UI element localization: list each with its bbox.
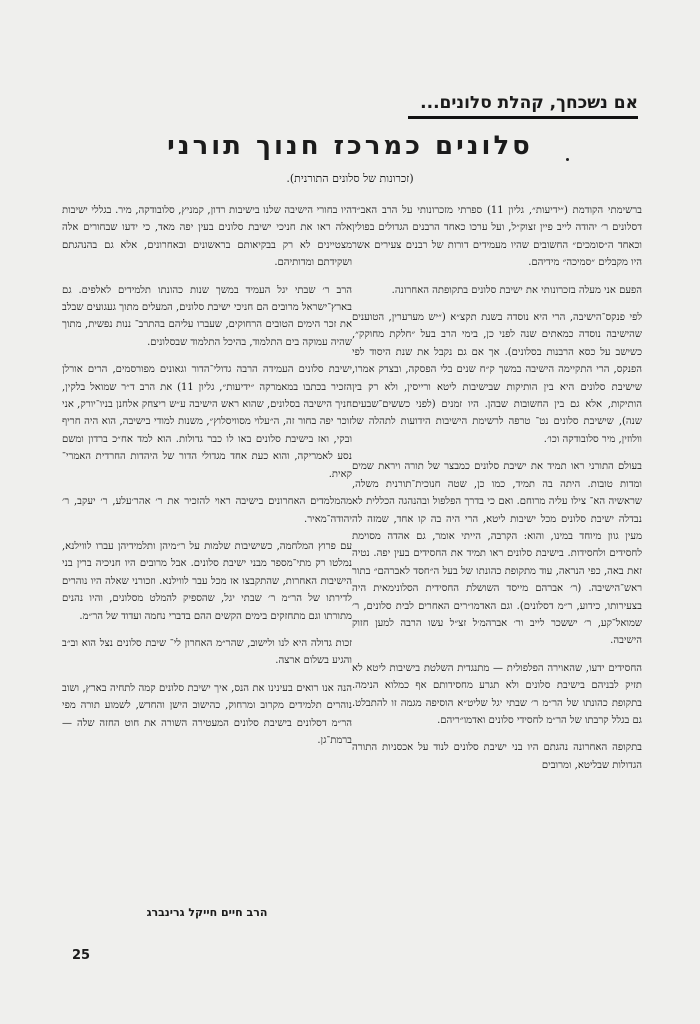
page-number: 25 bbox=[72, 948, 91, 963]
author-signature: הרב חיים חייקל גרינברג bbox=[146, 906, 268, 919]
paragraph: מהמלמדים האחרונים בישיבה ראוי להזכיר את ר׳ אהר׳עלע, ר׳ יעקב, ר׳ יהודה־מאיר. bbox=[62, 496, 352, 525]
text-column-left bbox=[62, 202, 352, 932]
paragraph: לפי פנקס־הישיבה, הרי היא נוסדה בשנת תקצ״א (״יש מערערין, הטוענים שהישיבה נוסדה כמאתים שנה לפני כן, בימי הרב בעל ״חלקת מחוקק״, כשישב על כסא הרבנות בסלונים). אך אם גם נקבל את שנת היסוד לפי הפנקס, הרי התקיימה הישיבה במשך ק״ח שנים בלי הפסקה, ובצדק אמרו, שישיבת סלונים היא בין הותיקות שבישיבות ליטא ורייסין, ולא רק בין הותיקות, אלא גם בין החשובות שבהן. היו זמנים (לפני כששים־שבעים שנה), שישיבת סלונים נט־ טרפה לרשימת הישיבות הידועות לתהלה של וולוזין, מיר סלובודקה וכו׳. bbox=[352, 312, 642, 445]
paragraph: בתקופה האחרונה נהגתם היו בני ישיבת סלונים לנוד על אכסניות התורה הגדולות שבליטא, ומרובים bbox=[352, 742, 642, 771]
paragraph: היו בחורי הישיבה שלנו בישיבות רדון, קמניץ, סלובודקה, מיר. בגללי ישיבות אלה ראו את חניכי ישיבת סלונים בעין יפה מאד, כי ידעו שבחורים אלה מצטיינים לא רק בבקיאותם בראשונים ובאחרונים, אלא גם בהנהגתם ושקידתם ומדותיהם. bbox=[62, 205, 352, 269]
section-header: אם נשכחך, קהלת סלונים... bbox=[408, 92, 638, 119]
paragraph: ברשימתי הקודמת (״ידיעות״, גליון 11) ספרתי מזכרונותי על הרב האב״ד דסלונים ר׳ יהודה לייב פיין זצוק״ל, ועל ערכו כאחד הרבנים הגדולים בפולין וכאחד ה״סומכים״ החשובים שהיו מעמידים דורות של רבנים צעירים אשר היו מקבלים ״סמיכה״ מידיהם. bbox=[352, 205, 642, 269]
paragraph: עם פרוץ המלחמה, כשישיבות שלמות על ר״מיהן ותלמידיהן עברו לווילנא, נמלטו רק מתי־מספר מבני ישיבת סלונים. אבל מרובים היו חניכיה ברין בני הישיבות האחרות, שהתקבצו אז מכל עבר לווילנא. וזכורני שאלה היו נוהרים לדירתו של הר״מ ר׳ שבתי יגל, שהספיק להמלט מסלונים, והיו נהנים מתורתו וגם מתחזקים בימים הקשים ההם בדברי נחמה ועדוד של הר״מ. bbox=[62, 540, 352, 622]
paragraph: בעולם התורני ראו תמיד את ישיבת סלונים כמבצר של תורה ויראת שמים ומדות טובות. היתה בה תמיד, כמו כן, שטה חנוכית־תורנית משלה, שראשיה הא־ צילו עליה מרוחם. ואם כי בדרך הפלפול ובהנהגה הכללית לא נבדלה ישיבת סלונים מכל ישיבות ליטא, הרי היה בה קו אחד, שמזה לה מעין גוון מיוחד במינו, והוא: הקרבה, הייתי אומר, גם אהדה מסוימת לחסידים ולחסידות. בישיבת סלונים ראו תמיד את החסידים בעין יפה. נטיה זאת באה, כפי הנראה, עוד מתקופת כהונתו של בעל ה״חסד לאברהם״ בתור ראש־הישיבה. (ר׳ אברהם מייסד השושלת החסידית הסלונימאית היה בצעירותו, כידוע, ר״מ דסלונים). וגם האדמו״רים האחרים לבית סלונים, ר׳ שמואל־קע, ר׳ יששכר לייב ור׳ אברהמ׳ל זצ״ל עשו הרבה למען חזוק הישיבה. bbox=[352, 461, 642, 647]
paragraph: הפעם אני מעלה בזכרונותי את ישיבת סלונים בתקופתה האחרונה. bbox=[391, 284, 642, 296]
paragraph: זכות גדולה היא לנו ולישוב, שהר״מ האחרון לי־ שיבת סלונים נצל הוא וב״ב והגיע בשלום ארצה. bbox=[62, 637, 352, 667]
text-column-right bbox=[352, 202, 642, 932]
paragraph: הנה אנו רואים בעינינו את הנס, איך ישיבת סלונים קמה לתחיה בארץ, ושוב נוהרים תלמידים מקרוב ומרחוק, כהישוב הישן והחדש, לשמוע תורה מפי הר״מ דסלונים בישיבת סלונים המעטירה השורה את חוט החזה שלה — ברמת־גן. bbox=[62, 682, 352, 746]
article-title: סלונים כמרכז חנוך תורני bbox=[167, 131, 533, 161]
paragraph: הרב ר׳ שבתי יגל העמיד במשך שנות כהונתו תלמידים לאלפים. גם בארץ־ישראל מרובים הם חניכי ישיבת סלונים, המעלים מתוך געגועים שבלב את זכר הימים הטובים הרחוקים, שעברו עליהם בהתרב־ ננות נפשית, מתוך שהיה עמוקה בים התלמוד, בהיכל התלמוד שבסלונים. bbox=[62, 284, 352, 348]
paragraph: החסידים ידעו, שהאוירה הפלפולית — מתנגדית השלטת בישיבות ליטא לא תזיק לבניהם בישיבת סלונים ולא תגרע מחסידותם אף כמלוא הנימה. בתקופת כהונתו של הר״מ ר׳ שבתי יגל שליט״א הוסיפה מגמה זו להתבלט. גם בגלל קרבתו של הר״מ לחסידי סלונים ואדמו״ריהם. bbox=[352, 662, 642, 726]
article-subtitle: (זכרונות של סלונים התורנית). bbox=[286, 172, 414, 185]
paragraph: ישיבת סלונים העמידה הרבה גדולי־הדור וגאונים מפורסמים, הרים אורלן הזכיר בכתבו במאמרקה ״ידיעות״, גליון 11) את הרב ד״ר שמואל בלקין, חניך הישיבה בסלונים, שהוא ראש הישיבה ע״ש ריצחק אלחנן בניו־יורק, אני זוכר יפה בחור זה, ה״עלוי מסוויסלוץ״, משנות למודי בישיבה, הוא היה חריף ובקי, ואז בישיבת סלונים באו לו כבר גדולות. הוא למד אח״כ ברדון ומשם נסע לאמריקה, והוא כעת אחד מגדולי הדור של היהדות החרדית האמרי־ קאית. bbox=[62, 364, 352, 480]
print-speck bbox=[566, 158, 569, 161]
